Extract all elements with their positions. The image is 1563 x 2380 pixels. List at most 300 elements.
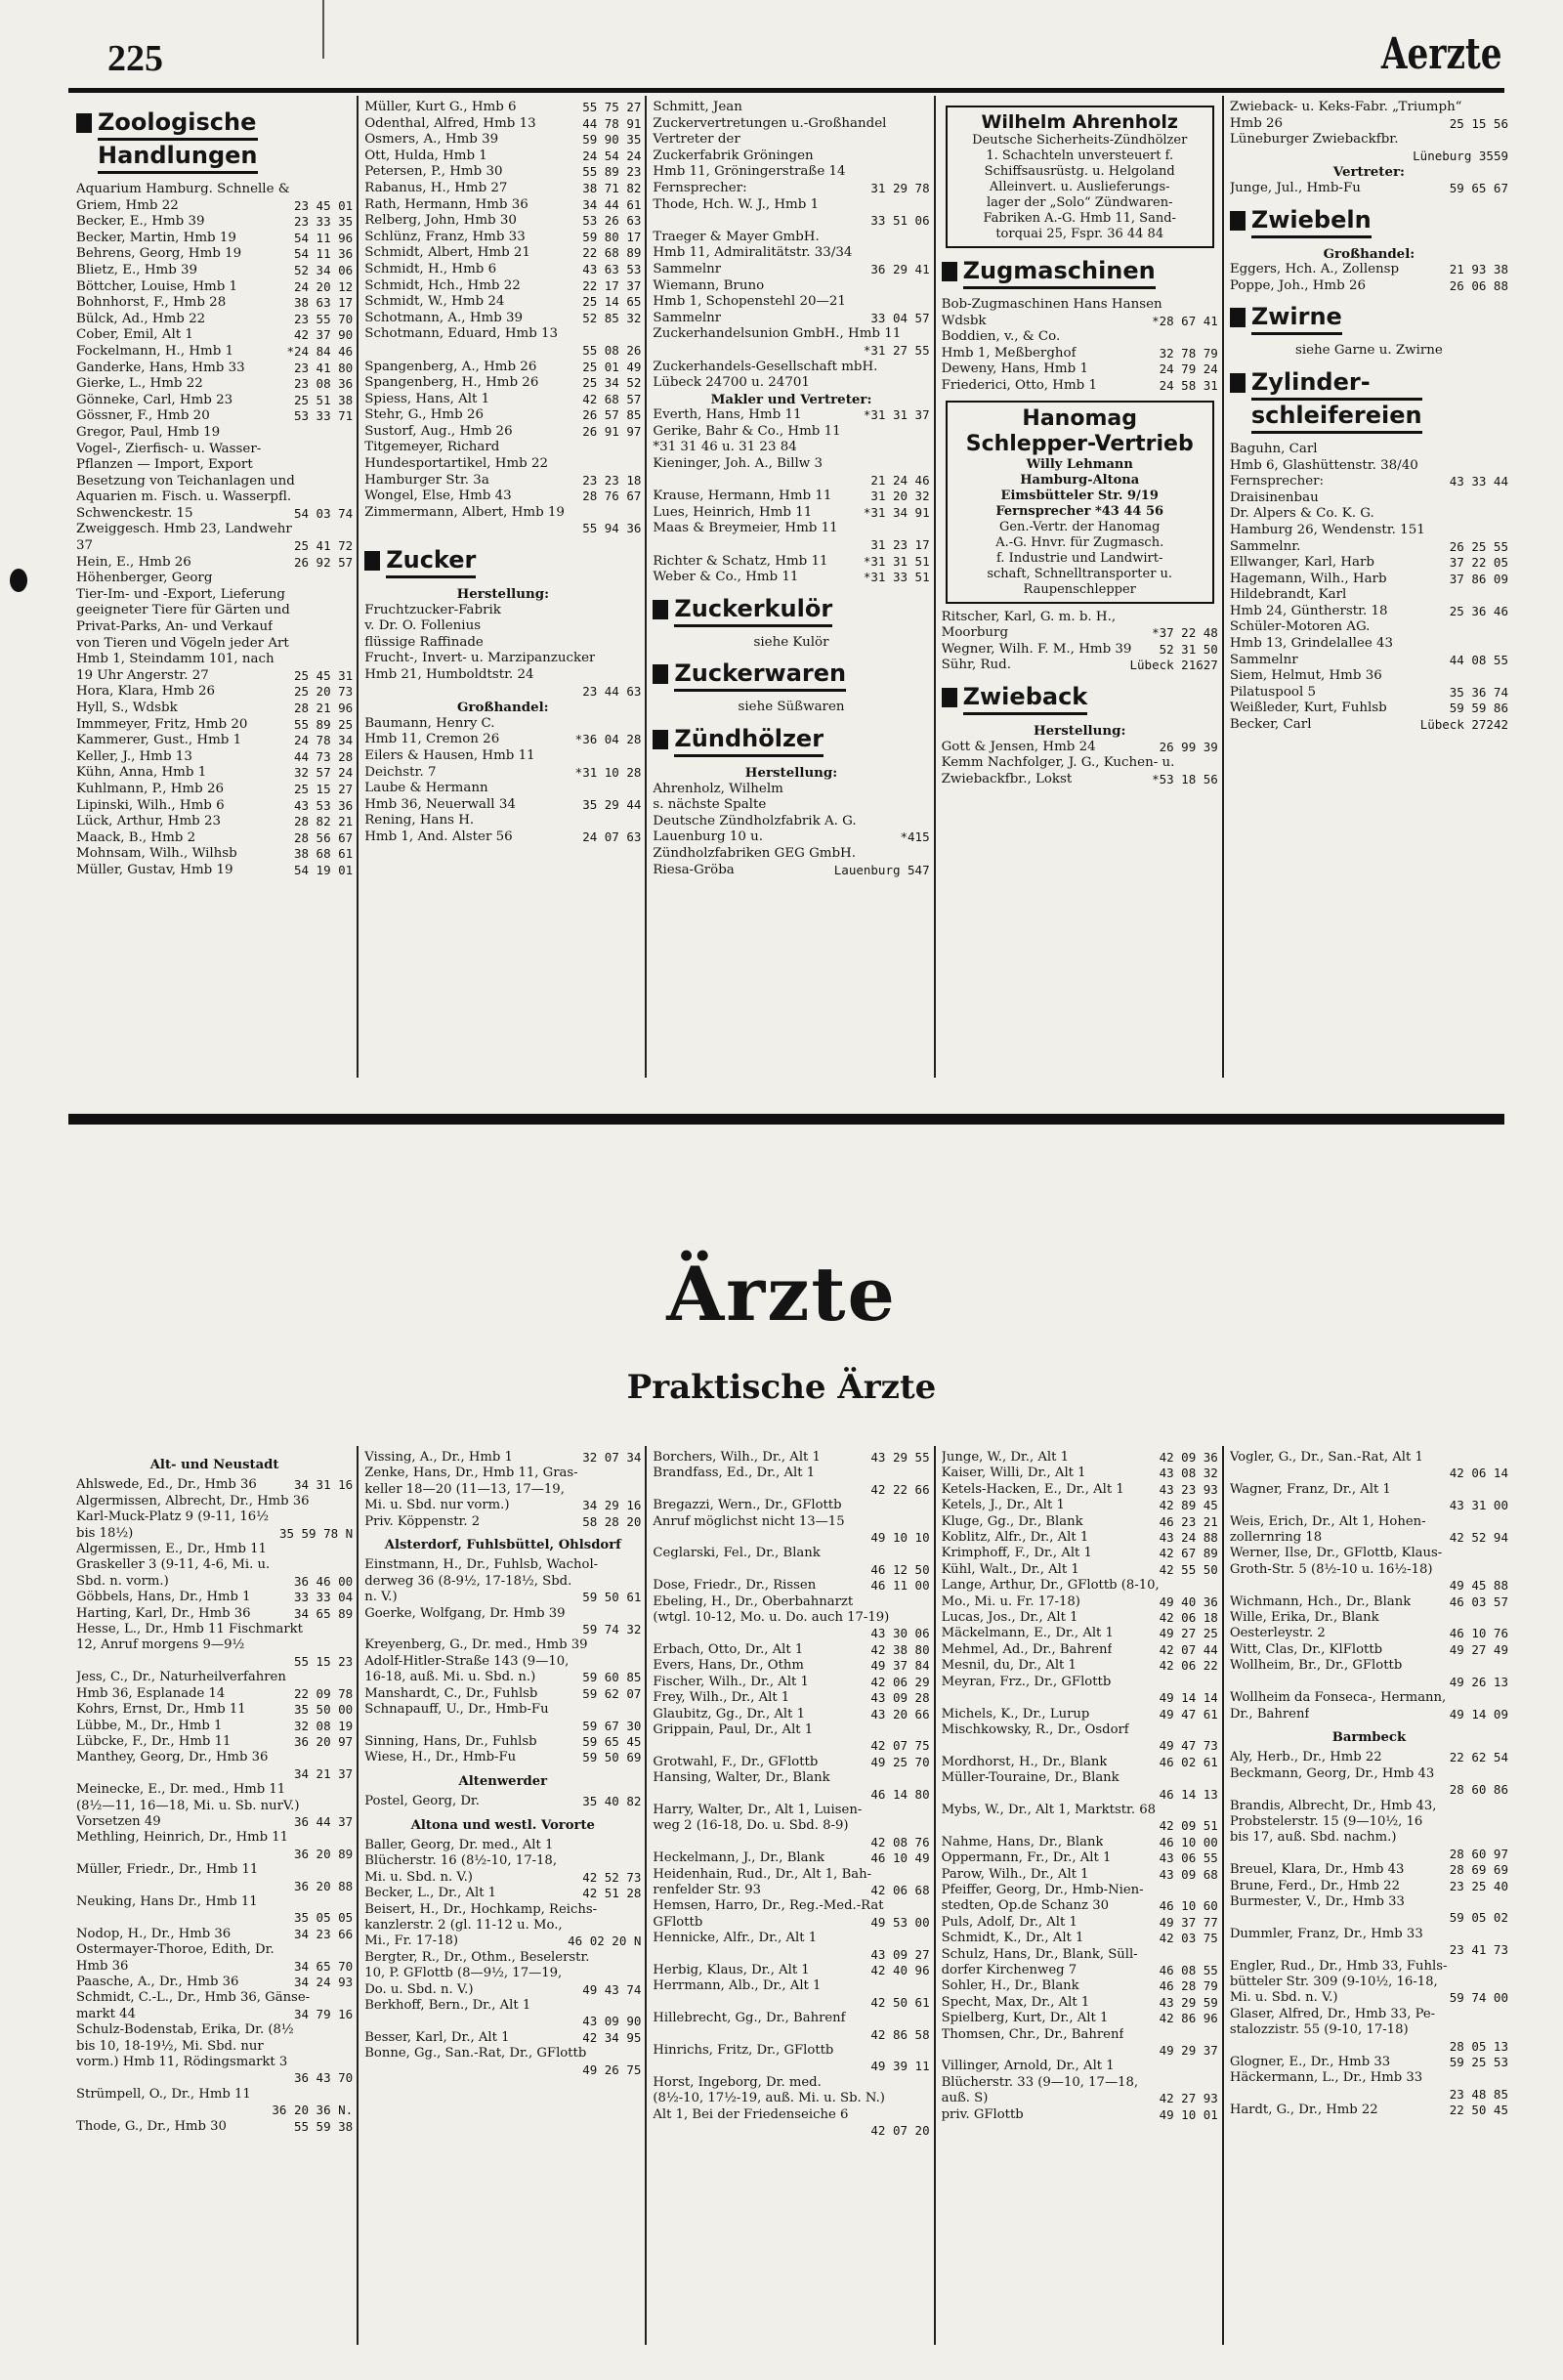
upper-columns xyxy=(70,96,1512,1078)
entry-phone xyxy=(926,521,930,537)
heading-line: Zuckerkulör xyxy=(674,594,832,627)
entry-phone xyxy=(926,197,930,214)
entry-phone xyxy=(637,1966,641,1981)
entry-name: Lübbe, M., Dr., Hmb 1 xyxy=(76,1718,223,1733)
entry-name: Ahlswede, Ed., Dr., Hmb 36 xyxy=(76,1477,257,1493)
entry-phone xyxy=(1504,458,1508,475)
list-item xyxy=(76,1606,353,1622)
entry-phone: 46 12 50 xyxy=(870,1561,930,1577)
entry-phone: 46 11 00 xyxy=(870,1578,930,1594)
entry-phone xyxy=(637,1838,641,1853)
list-item xyxy=(1230,1610,1508,1626)
entry-phone xyxy=(637,813,641,829)
entry-phone xyxy=(1504,1894,1508,1910)
entry-name: Lipinski, Wilh., Hmb 6 xyxy=(76,797,225,813)
entry-phone: 28 56 67 xyxy=(293,829,354,845)
entry-phone: 55 89 23 xyxy=(582,164,642,180)
list-item xyxy=(1230,1814,1508,1830)
list-item xyxy=(1230,619,1508,636)
entry-phone xyxy=(926,230,930,246)
entry-phone: 49 43 74 xyxy=(582,1981,642,1997)
entry-name: Adolf-Hitler-Straße 143 (9—10, xyxy=(364,1653,570,1669)
entry-phone: Lübeck 27242 xyxy=(1419,717,1508,733)
list-item xyxy=(76,327,353,344)
entry-name: Besetzung von Teichanlagen und xyxy=(76,473,295,489)
entry-phone: 59 67 30 xyxy=(582,1718,642,1733)
entry-name: Fischer, Wilh., Dr., Alt 1 xyxy=(653,1674,809,1689)
entry-phone: 44 78 91 xyxy=(582,115,642,131)
entry-phone: 49 37 84 xyxy=(870,1658,930,1674)
entry-phone xyxy=(1504,2022,1508,2038)
list-item xyxy=(653,2011,929,2026)
entry-name: Hyll, S., Wdsbk xyxy=(76,701,178,715)
entry-phone xyxy=(1504,1690,1508,1706)
entry-name: Aquarien m. Fisch. u. Wasserpfl. xyxy=(76,489,292,505)
entry-phone: 23 45 01 xyxy=(293,197,354,213)
entry-name: Heidenhain, Rud., Dr., Alt 1, Bah- xyxy=(653,1866,872,1882)
entry-name: Horst, Ingeborg, Dr. med. xyxy=(653,2074,822,2090)
list-item xyxy=(364,1574,641,1590)
list-item xyxy=(364,1734,641,1750)
entry-phone xyxy=(926,1466,930,1481)
entry-phone xyxy=(1214,2059,1218,2074)
entry-phone: 36 43 70 xyxy=(293,2070,354,2086)
section-zylinderschleifereien xyxy=(1230,367,1508,434)
list-item xyxy=(653,1915,929,1931)
entry-phone xyxy=(926,2075,930,2091)
entry-phone xyxy=(349,2039,353,2055)
entry-phone: 38 71 82 xyxy=(582,180,642,195)
entry-name: Hamburger Str. 3a xyxy=(364,472,489,488)
entry-name: Maack, B., Hmb 2 xyxy=(76,829,196,845)
list-item xyxy=(1230,1546,1508,1561)
entry-phone: 42 22 66 xyxy=(870,1481,930,1497)
entry-name: Wegner, Wilh. F. M., Hmb 39 xyxy=(941,641,1132,657)
entry-phone: 46 10 60 xyxy=(1159,1898,1218,1914)
list-item xyxy=(942,1675,1218,1690)
entry-phone: 43 31 00 xyxy=(1449,1498,1508,1513)
entry-name: Bonne, Gg., San.-Rat, Dr., GFlottb xyxy=(364,2046,587,2061)
entry-phone: 33 33 04 xyxy=(293,1590,354,1605)
entry-phone: Lauenburg 547 xyxy=(833,862,930,877)
entry-phone: 54 03 74 xyxy=(293,505,354,521)
list-item xyxy=(364,1637,641,1653)
entry-name: flüssige Raffinade xyxy=(364,634,484,650)
entry-phone xyxy=(349,1830,353,1846)
entry-phone xyxy=(637,667,641,684)
entry-name: Ganderke, Hans, Hmb 33 xyxy=(76,360,245,375)
list-item xyxy=(1230,1658,1508,1674)
list-item xyxy=(76,1959,353,1975)
lower-column-1 xyxy=(70,1446,359,2345)
list-item xyxy=(653,2043,929,2059)
entry-name: Keller, J., Hmb 13 xyxy=(76,748,192,764)
entry-name: Krimphoff, F., Dr., Alt 1 xyxy=(941,1546,1092,1561)
entry-name: Bergter, R., Dr., Othm., Beselerstr. xyxy=(364,1949,590,1965)
entry-phone xyxy=(349,619,353,636)
entry-name: Hmb 11, Cremon 26 xyxy=(364,732,500,747)
entry-phone xyxy=(637,326,641,343)
entry-name: Müller, Friedr., Dr., Hmb 11 xyxy=(76,1862,259,1878)
entry-phone: 28 60 97 xyxy=(1449,1846,1508,1861)
entry-name: Schulz, Hans, Dr., Blank, Süll- xyxy=(941,1946,1138,1962)
entry-phone xyxy=(1504,587,1508,604)
list-item xyxy=(364,375,641,392)
entry-phone xyxy=(1504,442,1508,458)
list-item xyxy=(1230,2055,1508,2070)
list-item xyxy=(1230,149,1508,165)
list-item xyxy=(653,116,929,133)
list-item xyxy=(1230,1626,1508,1641)
heading-line: Zylinder- xyxy=(1251,367,1422,401)
cross-reference: siehe Kulör xyxy=(753,634,829,650)
cross-reference: siehe Süßwaren xyxy=(738,700,845,715)
section-zuckerkulor xyxy=(653,594,929,627)
heading-line: Zwirne xyxy=(1251,302,1342,335)
entry-name: Aly, Herb., Dr., Hmb 22 xyxy=(1229,1750,1382,1765)
list-item xyxy=(653,1755,929,1770)
entry-phone xyxy=(1504,100,1508,116)
entry-phone: 52 34 06 xyxy=(293,262,354,277)
list-item xyxy=(942,1626,1218,1641)
entry-name: 37 xyxy=(76,538,94,554)
entry-name: Poppe, Joh., Hmb 26 xyxy=(1229,277,1366,293)
entry-phone: 24 07 63 xyxy=(582,829,642,844)
list-item xyxy=(942,1610,1218,1626)
section-marker-icon xyxy=(1230,308,1246,327)
entry-phone xyxy=(1504,636,1508,653)
entry-phone: *31 34 91 xyxy=(863,504,930,520)
list-item xyxy=(76,474,353,490)
list-item xyxy=(364,181,641,197)
list-item xyxy=(76,1830,353,1846)
entry-phone: 42 89 45 xyxy=(1159,1498,1218,1513)
list-item xyxy=(364,1606,641,1622)
entry-name: Vogler, G., Dr., San.-Rat, Alt 1 xyxy=(1229,1450,1423,1465)
advert-line: Fernsprecher *43 44 56 xyxy=(995,503,1164,519)
upper-column-3 xyxy=(647,96,935,1078)
list-item xyxy=(76,1879,353,1894)
list-item xyxy=(76,587,353,604)
list-item xyxy=(76,668,353,685)
entry-name: Hamburg 26, Wendenstr. 151 xyxy=(1229,522,1425,537)
entry-name: Zündholzfabriken GEG GmbH. xyxy=(653,845,856,861)
entry-phone xyxy=(349,652,353,668)
entry-phone: 55 59 38 xyxy=(293,2118,354,2134)
list-item xyxy=(364,521,641,537)
list-item xyxy=(653,1978,929,1994)
entry-name: Hora, Klara, Hmb 26 xyxy=(76,684,216,700)
list-item xyxy=(1230,1830,1508,1846)
lower-column-4 xyxy=(936,1446,1224,2345)
entry-phone xyxy=(926,1898,930,1914)
list-item xyxy=(653,197,929,214)
list-item xyxy=(364,1838,641,1853)
entry-name: Titgemeyer, Richard xyxy=(364,440,500,455)
entry-name: Harry, Walter, Dr., Alt 1, Luisen- xyxy=(653,1802,863,1817)
list-item xyxy=(1230,1562,1508,1578)
entry-name: Weißleder, Kurt, Fuhlsb xyxy=(1229,701,1387,716)
entry-name: Schwenckestr. 15 xyxy=(76,505,193,521)
entry-name: Deichstr. 7 xyxy=(364,764,437,780)
entry-name: Oesterleystr. 2 xyxy=(1229,1626,1326,1641)
entry-name: Schmidt, H., Hmb 6 xyxy=(364,261,497,276)
entry-name: Mi., Fr. 17-18) xyxy=(364,1934,459,1949)
list-item xyxy=(942,1546,1218,1561)
entry-phone: 35 40 82 xyxy=(582,1794,642,1809)
list-item xyxy=(76,765,353,782)
list-item xyxy=(364,2014,641,2029)
list-item xyxy=(364,1870,641,1886)
list-item xyxy=(76,846,353,863)
list-item xyxy=(1230,587,1508,604)
entry-phone xyxy=(926,456,930,473)
entry-phone: 49 29 37 xyxy=(1159,2043,1218,2059)
list-item xyxy=(942,1498,1218,1513)
entry-phone xyxy=(1214,1803,1218,1818)
entry-name: Kluge, Gg., Dr., Blank xyxy=(941,1513,1083,1529)
list-item xyxy=(1230,1766,1508,1782)
list-item xyxy=(653,1530,929,1546)
advert-line: Deutsche Sicherheits-Zündhölzer xyxy=(972,133,1188,148)
entry-name: Methling, Heinrich, Dr., Hmb 11 xyxy=(76,1830,289,1846)
advert-line: Schiffsausrüstg. u. Helgoland xyxy=(984,164,1175,179)
entry-name: Tier-Im- und -Export, Lieferung xyxy=(76,586,285,602)
entry-name: Mischkowsky, R., Dr., Osdorf xyxy=(941,1721,1129,1737)
list-item xyxy=(76,361,353,377)
list-item xyxy=(364,1918,641,1934)
section-zugmaschinen xyxy=(942,256,1218,289)
list-item xyxy=(76,1719,353,1734)
entry-phone: 36 46 00 xyxy=(293,1573,354,1589)
list-item xyxy=(942,1770,1218,1786)
entry-name: Lucas, Jos., Dr., Alt 1 xyxy=(941,1610,1078,1626)
entry-name: Graskeller 3 (9-11, 4-6, Mi. u. xyxy=(76,1557,271,1573)
entry-phone: 46 03 57 xyxy=(1449,1594,1508,1609)
entry-name: Hmb 24, Güntherstr. 18 xyxy=(1229,603,1388,618)
entry-phone: 42 09 51 xyxy=(1159,1818,1218,1834)
entry-phone xyxy=(637,1853,641,1869)
entry-name: Sammelnr xyxy=(653,261,722,276)
entry-name: Priv. Köppenstr. 2 xyxy=(364,1513,481,1529)
list-item xyxy=(653,489,929,505)
entry-name: Becker, Carl xyxy=(1229,717,1312,733)
entry-name: Glogner, E., Dr., Hmb 33 xyxy=(1229,2055,1391,2070)
list-item xyxy=(942,1642,1218,1658)
section-zylinderschleifereien-title xyxy=(1251,367,1422,434)
list-item xyxy=(76,231,353,247)
entry-phone: 59 74 00 xyxy=(1449,1990,1508,2006)
list-item xyxy=(653,2075,929,2091)
list-item xyxy=(942,1818,1218,1834)
entry-phone: 42 06 14 xyxy=(1449,1466,1508,1481)
entry-phone: 44 73 28 xyxy=(293,748,354,764)
entry-name: Bregazzi, Wern., Dr., GFlottb xyxy=(653,1498,842,1513)
entry-phone: 59 50 61 xyxy=(582,1590,642,1605)
entry-name: Wongel, Else, Hmb 43 xyxy=(364,489,512,504)
list-item xyxy=(1230,636,1508,653)
entry-phone xyxy=(1214,1675,1218,1690)
advert-line: Willy Lehmann xyxy=(1026,456,1133,472)
entry-phone xyxy=(926,149,930,165)
list-item xyxy=(942,1963,1218,1978)
entry-phone: 43 09 90 xyxy=(582,2014,642,2029)
list-item xyxy=(942,1898,1218,1914)
entry-name: Kühn, Anna, Hmb 1 xyxy=(76,765,207,781)
entry-name: Spangenberg, H., Hmb 26 xyxy=(364,375,539,391)
entry-phone xyxy=(926,360,930,376)
entry-name: (8½—11, 16—18, Mi. u. Sb. nurV.) xyxy=(76,1798,300,1813)
list-item xyxy=(942,1658,1218,1674)
entry-phone: 59 25 53 xyxy=(1449,2055,1508,2070)
entry-name: Deweny, Hans, Hmb 1 xyxy=(941,361,1088,377)
entry-phone xyxy=(926,1931,930,1946)
entry-phone: 49 10 10 xyxy=(870,1530,930,1546)
list-item xyxy=(942,1530,1218,1546)
entry-name: Becker, Martin, Hmb 19 xyxy=(76,230,236,245)
entry-name: Behrens, Georg, Hmb 19 xyxy=(76,246,242,262)
list-item xyxy=(1230,1450,1508,1466)
entry-name: Zwieback- u. Keks-Fabr. „Triumph“ xyxy=(1229,100,1462,114)
entry-phone xyxy=(349,182,353,198)
entry-phone xyxy=(1504,619,1508,636)
list-item xyxy=(1230,1847,1508,1862)
entry-name: Borchers, Wilh., Dr., Alt 1 xyxy=(653,1450,821,1465)
heading-line: Zuckerwaren xyxy=(674,659,846,692)
section-marker-icon xyxy=(942,262,957,281)
entry-phone: 43 24 88 xyxy=(1159,1530,1218,1546)
list-item xyxy=(76,1750,353,1765)
entry-name: Junge, Jul., Hmb-Fu xyxy=(1229,180,1361,195)
section-zwieback xyxy=(942,682,1218,715)
entry-phone: 42 50 61 xyxy=(870,1994,930,2010)
entry-phone: 42 51 28 xyxy=(582,1886,642,1901)
list-item xyxy=(76,1622,353,1637)
entry-phone: 55 75 27 xyxy=(582,100,642,114)
list-item xyxy=(76,1847,353,1862)
entry-phone xyxy=(926,1770,930,1786)
entry-name: Kuhlmann, P., Hmb 26 xyxy=(76,781,224,796)
entry-phone: 49 37 77 xyxy=(1159,1914,1218,1930)
entry-phone: 26 91 97 xyxy=(582,423,642,439)
entry-name: n. V.) xyxy=(364,1590,398,1605)
entry-name: Berkhoff, Bern., Dr., Alt 1 xyxy=(364,1998,531,2013)
entry-name: Hmb 6, Glashüttenstr. 38/40 xyxy=(1229,457,1418,473)
entry-phone xyxy=(1504,1562,1508,1578)
entry-name: Glaubitz, Gg., Dr., Alt 1 xyxy=(653,1706,805,1721)
entry-phone: 34 65 70 xyxy=(293,1958,354,1974)
entry-name: Probstelerstr. 15 (9—10½, 16 xyxy=(1229,1813,1423,1829)
list-item xyxy=(653,505,929,522)
entry-name: Groth-Str. 5 (8½-10 u. 16½-18) xyxy=(1229,1561,1433,1577)
entry-phone: 23 33 35 xyxy=(293,214,354,230)
list-item xyxy=(76,246,353,263)
entry-name: Thode, G., Dr., Hmb 30 xyxy=(76,2118,227,2134)
list-item xyxy=(76,636,353,653)
list-item xyxy=(76,733,353,749)
entry-phone: 32 08 19 xyxy=(293,1718,354,1733)
list-item xyxy=(76,425,353,442)
entry-name: (8½-10, 17½-19, auß. Mi. u. Sb. N.) xyxy=(653,2091,885,2106)
entry-phone: 42 40 96 xyxy=(870,1963,930,1977)
list-item xyxy=(1230,1466,1508,1481)
list-item xyxy=(364,732,641,748)
list-item xyxy=(653,149,929,165)
list-item xyxy=(1230,474,1508,490)
entry-phone: 43 53 36 xyxy=(293,797,354,813)
entry-name: Vissing, A., Dr., Hmb 1 xyxy=(364,1450,513,1465)
section-marker-icon xyxy=(364,551,380,571)
entry-phone: 53 33 71 xyxy=(293,408,354,424)
list-item xyxy=(76,1590,353,1605)
entry-phone: 54 11 96 xyxy=(293,230,354,245)
list-item xyxy=(653,343,929,360)
list-item xyxy=(76,393,353,409)
entry-name: GFlottb xyxy=(653,1914,703,1930)
entry-phone: 49 45 88 xyxy=(1449,1578,1508,1594)
section-zuendhoelzer-title xyxy=(674,724,824,757)
lower-column-5 xyxy=(1224,1446,1512,2345)
section-zugmaschinen-title xyxy=(963,256,1156,289)
entry-name: Gössner, F., Hmb 20 xyxy=(76,408,210,424)
list-item xyxy=(653,1898,929,1914)
list-item xyxy=(942,1947,1218,1963)
entry-name: Kohrs, Ernst, Dr., Hmb 11 xyxy=(76,1702,246,1718)
list-item xyxy=(76,603,353,619)
entry-phone: 59 50 69 xyxy=(582,1750,642,1765)
list-item xyxy=(364,635,641,652)
list-item xyxy=(364,407,641,424)
entry-phone: 22 50 45 xyxy=(1449,2103,1508,2118)
entry-phone xyxy=(349,1990,353,2006)
list-item xyxy=(942,772,1218,788)
list-item xyxy=(1230,506,1508,523)
entry-phone: 46 23 21 xyxy=(1159,1513,1218,1529)
entry-name: Ritscher, Karl, G. m. b. H., xyxy=(941,609,1117,624)
list-item xyxy=(653,1835,929,1850)
entry-name: bis 10, 18-19½, Mi. Sbd. nur xyxy=(76,2038,264,2054)
entry-phone: 26 92 57 xyxy=(293,554,354,570)
entry-name: Goerke, Wolfgang, Dr. Hmb 39 xyxy=(364,1605,566,1621)
list-item xyxy=(1230,1642,1508,1658)
entry-phone: 59 60 85 xyxy=(582,1670,642,1685)
entry-name: Schüler-Motoren AG. xyxy=(1229,619,1371,635)
entry-phone: 32 57 24 xyxy=(293,765,354,781)
entry-phone xyxy=(349,489,353,506)
entry-phone xyxy=(349,1799,353,1814)
entry-name: Brandfass, Ed., Dr., Alt 1 xyxy=(653,1466,816,1481)
advert-name: Wilhelm Ahrenholz xyxy=(981,111,1178,133)
entry-phone: 34 29 16 xyxy=(582,1498,642,1513)
entry-phone: 49 14 14 xyxy=(1159,1690,1218,1706)
entry-phone: 49 53 00 xyxy=(870,1914,930,1930)
list-item xyxy=(942,1450,1218,1466)
entry-name: Hillebrecht, Gg., Dr., Bahrenf xyxy=(653,2011,846,2026)
entry-name: Bob-Zugmaschinen Hans Hansen xyxy=(941,297,1162,312)
list-item xyxy=(653,2123,929,2139)
list-item xyxy=(653,1850,929,1866)
entry-phone: 49 40 36 xyxy=(1159,1594,1218,1609)
entry-name: Hmb 1, Meßberghof xyxy=(941,345,1077,361)
list-item xyxy=(364,245,641,262)
entry-name: Hmb 36, Esplanade 14 xyxy=(76,1685,226,1701)
entry-name: 16-18, auß. Mi. u. Sbd. n.) xyxy=(364,1670,536,1685)
entry-phone: 42 06 68 xyxy=(870,1882,930,1897)
list-item xyxy=(76,701,353,717)
list-item xyxy=(364,765,641,782)
list-item xyxy=(364,392,641,408)
entry-phone xyxy=(926,797,930,814)
